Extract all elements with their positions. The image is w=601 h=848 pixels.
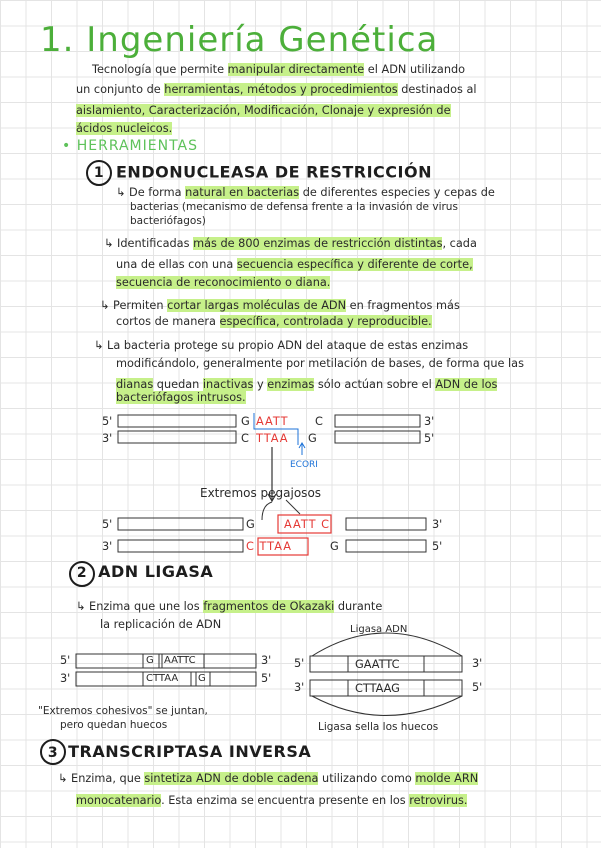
lig-left-3prime: 3' [60, 672, 71, 685]
section-3-heading [44, 742, 311, 761]
text: sólo actúan sobre el [314, 378, 436, 391]
enzyme-label: ECORI [290, 460, 318, 470]
highlight: ADN de los [435, 378, 498, 391]
lig-right-5prime-end: 5' [472, 681, 483, 694]
highlight: inactivas [202, 378, 254, 391]
label-5prime-bottom-right: 5' [424, 432, 435, 445]
highlight: secuencia de reconocimiento o diana. [116, 276, 331, 289]
seq-c-bottom: C [241, 432, 249, 445]
frag-g-bottom: G [330, 540, 339, 553]
ligasa-adn-label: Ligasa ADN [350, 624, 408, 635]
section-title: ADN LIGASA [98, 562, 214, 581]
frag-c-ttaa: C TTAA [246, 540, 292, 553]
s1-p4-line-4 [116, 388, 246, 407]
text: ↳ Enzima, que [58, 772, 145, 785]
fragment-top-right [346, 518, 426, 530]
text: utilizando como [318, 772, 416, 785]
ligasa-sella-label: Ligasa sella los huecos [318, 721, 439, 733]
intro-line-3 [76, 101, 451, 120]
text: quedan [153, 378, 203, 391]
herramientas-heading: • HERRAMIENTAS [62, 138, 199, 154]
extremos-label: Extremos pegajosos [200, 486, 322, 500]
lig-left-5prime: 5' [60, 654, 71, 667]
text: y [253, 378, 268, 391]
number-badge: 1 [86, 160, 112, 186]
text: de diferentes especies y cepas de [299, 186, 495, 199]
seq-ttaa: TTAA [256, 432, 289, 445]
highlight: secuencia específica y diferente de corte, [236, 258, 473, 271]
lig-left-cttaa: CTTAA [146, 673, 179, 684]
page-title: 1. Ingeniería Genética [40, 20, 439, 60]
text: ↳ Identificadas [104, 237, 194, 250]
intro-line-1 [92, 60, 465, 79]
herramientas-label: HERRAMIENTAS [76, 138, 199, 154]
dna-strand-top-left [118, 415, 236, 427]
text: ↳ De forma [116, 186, 186, 199]
text: Tecnología que permite [92, 63, 228, 76]
lig-left-5prime-right: 5' [261, 672, 272, 685]
s3-line-1 [58, 769, 478, 788]
seq-g-bottom: G [308, 432, 317, 445]
frag-aatt-c: AATT C [284, 518, 330, 531]
highlight: monocatenario [76, 794, 162, 807]
s1-p2-line-2 [116, 255, 473, 274]
s1-p2-line-1 [104, 234, 477, 253]
frag-5prime: 5' [102, 518, 113, 531]
text: en fragmentos más [346, 299, 460, 312]
fragment-top-left [118, 518, 243, 530]
s1-p2-line-3 [116, 273, 330, 292]
dna-strand-bottom-left [118, 431, 236, 443]
s1-p3-line-2 [116, 312, 432, 331]
lig-right-3prime-end: 3' [472, 657, 483, 670]
highlight: enzimas [267, 378, 315, 391]
dna-strand-bottom-right [335, 431, 420, 443]
highlight: más de 800 enzimas de restricción distintas [193, 237, 443, 250]
seq-c-top: C [315, 415, 323, 428]
highlight: ácidos nucleicos. [76, 122, 173, 135]
label-3prime-bottom: 3' [102, 432, 113, 445]
lig-left-g2: G [198, 673, 206, 684]
highlight: sintetiza ADN de doble cadena [144, 772, 319, 785]
section-2-heading [72, 562, 213, 581]
lig-left-aattc: AATTC [164, 655, 196, 666]
intro-line-4 [76, 119, 172, 138]
highlight: herramientas, métodos y procedimientos [164, 83, 398, 96]
text: ↳ Enzima que une los [76, 600, 204, 613]
fragment-bottom-left [118, 540, 243, 552]
highlight: específica, controlada y reproducible. [219, 315, 432, 328]
text: el ADN utilizando [364, 63, 466, 76]
text: destinados al [397, 83, 477, 96]
text: , cada [442, 237, 477, 250]
number-badge: 2 [76, 565, 88, 581]
frag-5prime-right: 5' [432, 540, 443, 553]
note-extremos: "Extremos cohesivos" se juntan, [38, 705, 208, 717]
lig-right-gaattc: GAATTC [355, 658, 400, 671]
frag-3prime-right: 3' [432, 518, 443, 531]
text: ↳ Permiten [100, 299, 168, 312]
lig-right-cttaag: CTTAAG [355, 682, 400, 695]
highlight: fragmentos de Okazaki [203, 600, 335, 613]
note-huecos: pero quedan huecos [60, 719, 168, 731]
lig-left-g: G [146, 655, 154, 666]
label-5prime-top: 5' [102, 415, 113, 428]
s1-p1-line-3: bacteriófagos) [130, 215, 206, 227]
text: una de ellas con una [116, 258, 237, 271]
highlight: bacteriófagos intrusos. [116, 391, 246, 404]
fragment-bottom-right [346, 540, 426, 552]
highlight: natural en bacterias [185, 186, 300, 199]
highlight: cortar largas moléculas de ADN [167, 299, 347, 312]
frag-3prime: 3' [102, 540, 113, 553]
s2-line-1 [76, 597, 382, 616]
section-title: ENDONUCLEASA DE RESTRICCIÓN [116, 162, 432, 182]
dna-strand-top-right [335, 415, 420, 427]
highlight: dianas [116, 378, 154, 391]
intro-line-2 [76, 80, 477, 99]
lig-left-3prime-right: 3' [261, 654, 272, 667]
number-badge: 3 [47, 745, 59, 761]
s3-line-2 [76, 791, 467, 810]
seq-aatt: AATT [256, 415, 289, 428]
highlight: manipular directamente [227, 63, 365, 76]
lig-right-3prime: 3' [294, 681, 305, 694]
text: durante [334, 600, 383, 613]
text: cortos de manera [116, 315, 220, 328]
highlight: aislamiento, Caracterización, Modificación, Clonaje y expresión de [76, 104, 451, 117]
s1-p4-line-2: modificándolo, generalmente por metilación de bases, de forma que las [116, 357, 524, 370]
frag-g: G [246, 518, 255, 531]
text: un conjunto de [76, 83, 165, 96]
s1-p4-line-1: ↳ La bacteria protege su propio ADN del ataque de estas enzimas [94, 339, 469, 352]
s1-p1-line-2: bacterias (mecanismo de defensa frente a la invasión de virus [130, 201, 458, 213]
highlight: molde ARN [415, 772, 479, 785]
highlight: retrovirus. [409, 794, 468, 807]
seq-g-top: G [241, 415, 250, 428]
label-3prime-top-right: 3' [424, 415, 435, 428]
section-title: TRANSCRIPTASA INVERSA [68, 742, 312, 761]
lig-right-5prime: 5' [294, 657, 305, 670]
s2-line-2: la replicación de ADN [100, 618, 222, 631]
text: . Esta enzima se encuentra presente en los [161, 794, 410, 807]
